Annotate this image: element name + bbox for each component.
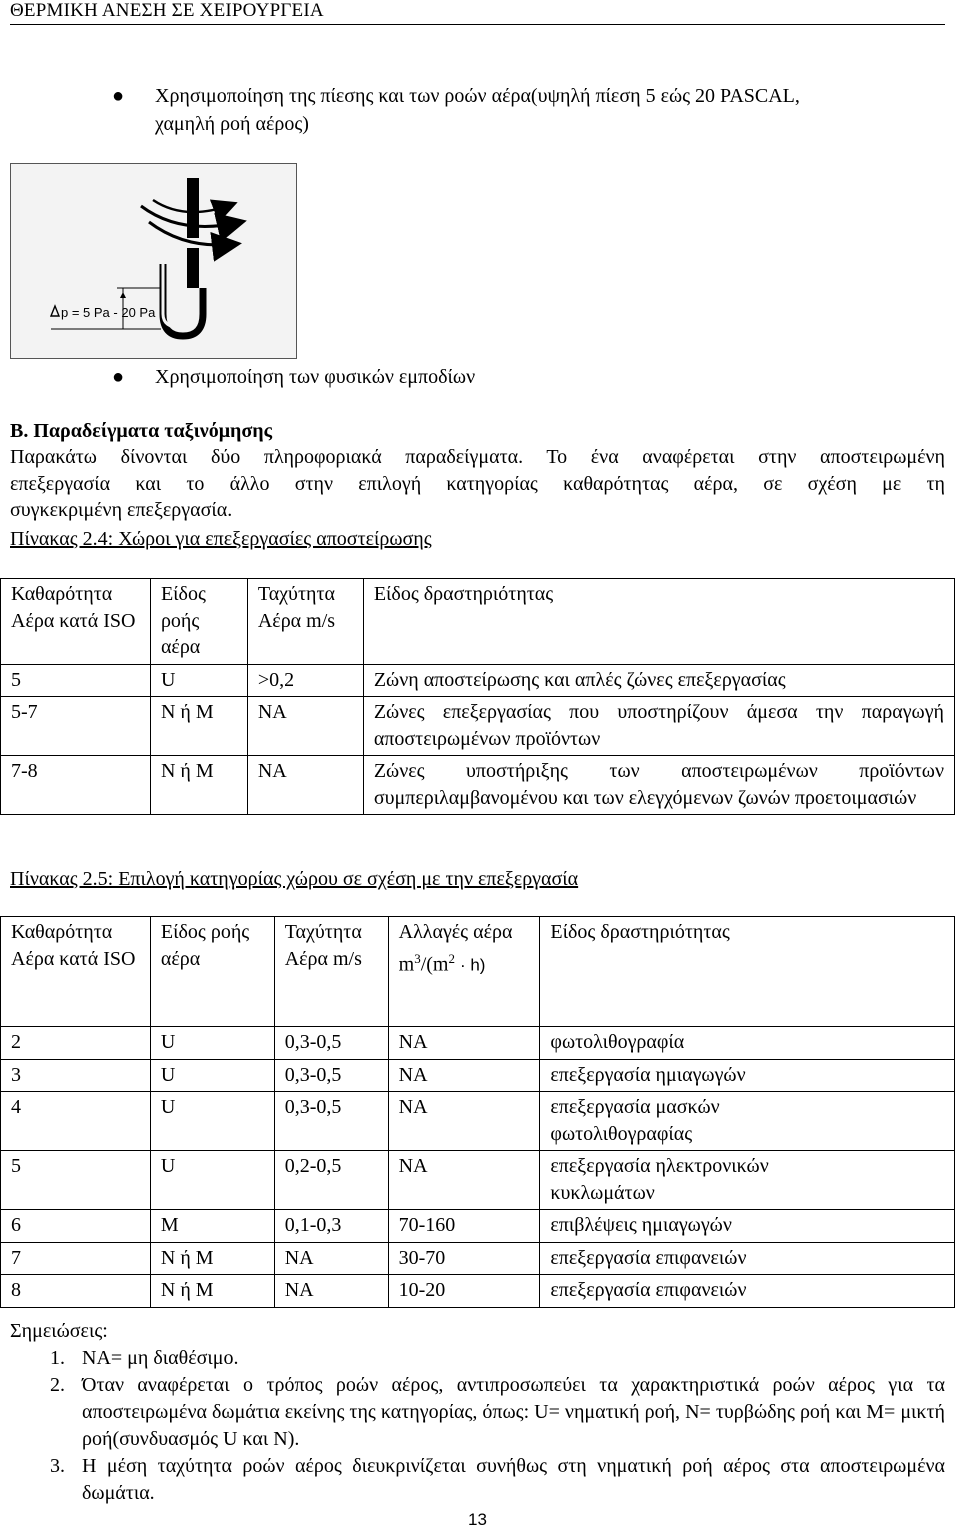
cell: Ν ή Μ (150, 1242, 274, 1275)
cell: Ζώνες υποστήριξης των αποστειρωμένων προϊόντων συμπεριλαμβανομένου και των ελεγχόμενων ζωνών προετοιμασιών (363, 756, 954, 815)
cell: 7 (1, 1242, 151, 1275)
cell: U (150, 1092, 274, 1151)
header-cell: Καθαρότητα Αέρα κατά ISO (1, 579, 151, 665)
cell: 0,3-0,5 (274, 1092, 388, 1151)
pressure-diagram (10, 163, 297, 359)
header-cell: Είδος ροής αέρα (150, 917, 274, 1027)
table-row (1, 756, 955, 815)
cell: Μ (150, 1210, 274, 1243)
cell: επεξεργασία επιφανειών (540, 1242, 955, 1275)
page-number: 13 (468, 1510, 487, 1529)
section-heading: Β. Παραδείγματα ταξινόμησης (10, 420, 273, 442)
table-sterile-zones (0, 578, 955, 815)
cell: 0,2-0,5 (274, 1151, 388, 1210)
cell: 0,3-0,5 (274, 1027, 388, 1060)
cell: επεξεργασία μασκών φωτολιθογραφίας (540, 1092, 955, 1151)
cell: 30-70 (388, 1242, 540, 1275)
cell: Ζώνη αποστείρωσης και απλές ζώνες επεξεργασίας (363, 664, 954, 697)
cell: 70-160 (388, 1210, 540, 1243)
cell: ΝΑ (388, 1151, 540, 1210)
note-text: ΝΑ= μη διαθέσιμο. (82, 1347, 239, 1369)
cell: 6 (1, 1210, 151, 1243)
header-cell: Ταχύτητα Αέρα m/s (247, 579, 363, 665)
cell: 0,3-0,5 (274, 1059, 388, 1092)
cell: 5 (1, 1151, 151, 1210)
cell: Ν ή Μ (150, 756, 247, 815)
paragraph-line: Παρακάτω δίνονται δύο πληροφοριακά παραδείγματα. Το ένα αναφέρεται στην αποστειρωμένη (10, 446, 945, 468)
table1-caption: Πίνακας 2.4: Χώροι για επεξεργασίες αποστείρωσης (10, 528, 432, 550)
cell: U (150, 1059, 274, 1092)
table-row (1, 1092, 955, 1151)
bullet-icon: ● (112, 85, 125, 107)
table-row (1, 1210, 955, 1243)
cell: Ν ή Μ (150, 697, 247, 756)
paragraph-line: συγκεκριμένη επεξεργασία. (10, 499, 233, 521)
header-cell: Είδος ροής αέρα (150, 579, 247, 665)
note-number: 2. (50, 1374, 65, 1396)
page-header (10, 0, 945, 25)
header-text: Αλλαγές αέρα (398, 921, 513, 943)
cell: 0,1-0,3 (274, 1210, 388, 1243)
cell: ΝΑ (388, 1059, 540, 1092)
cell: ΝΑ (388, 1027, 540, 1060)
table-row (1, 1151, 955, 1210)
cell: 4 (1, 1092, 151, 1151)
header-cell: Καθαρότητα Αέρα κατά ISO (1, 917, 151, 1027)
cell: 5-7 (1, 697, 151, 756)
cell: 3 (1, 1059, 151, 1092)
note-text: Η μέση ταχύτητα ροών αέρος διευκρινίζεται συνήθως στη νηματική ροή αέρος στα αποστειρωμένα δωμάτια. (82, 1455, 945, 1504)
bullet-item (155, 82, 945, 138)
table-row (1, 664, 955, 697)
header-cell: Είδος δραστηριότητας (363, 579, 954, 665)
cell: ΝΑ (274, 1275, 388, 1308)
header-title: ΘΕΡΜΙΚΗ ΑΝΕΣΗ ΣΕ ΧΕΙΡΟΥΡΓΕΙΑ (10, 0, 324, 21)
header-cell: Ταχύτητα Αέρα m/s (274, 917, 388, 1027)
pressure-diagram-svg (11, 164, 296, 358)
cell: ΝΑ (388, 1092, 540, 1151)
note-item (10, 1345, 945, 1372)
table-row (1, 1059, 955, 1092)
cell: 2 (1, 1027, 151, 1060)
cell: επεξεργασία ηλεκτρονικών κυκλωμάτων (540, 1151, 955, 1210)
cell: επιβλέψεις ημιαγωγών (540, 1210, 955, 1243)
table-row (1, 1027, 955, 1060)
bullet-text-line: χαμηλή ροή αέρος) (155, 113, 309, 135)
cell: 10-20 (388, 1275, 540, 1308)
paragraph-line: επεξεργασία και το άλλο στην επιλογή κατηγορίας καθαρότητας αέρα, σε σχέση με τη (10, 472, 945, 495)
cell: U (150, 1151, 274, 1210)
cell: Ζώνες επεξεργασίας που υποστηρίζουν άμεσα την παραγωγή αποστειρωμένων προϊόντων (363, 697, 954, 756)
cell: Ν ή Μ (150, 1275, 274, 1308)
cell: επεξεργασία ημιαγωγών (540, 1059, 955, 1092)
cell: ΝΑ (247, 697, 363, 756)
table-header-row (1, 579, 955, 665)
bullet-text-line: Χρησιμοποίηση των φυσικών εμποδίων (155, 366, 476, 388)
cell: U (150, 1027, 274, 1060)
table2-caption: Πίνακας 2.5: Επιλογή κατηγορίας χώρου σε σχέση με την επεξεργασία (10, 868, 579, 890)
note-number: 1. (50, 1347, 65, 1369)
cell: >0,2 (247, 664, 363, 697)
table-row (1, 697, 955, 756)
cell: ΝΑ (274, 1242, 388, 1275)
bullet-text-line: Χρησιμοποίηση της πίεσης και των ροών αέρα(υψηλή πίεση 5 εώς 20 PASCAL, (155, 85, 800, 107)
header-cell-air-changes (388, 917, 540, 1027)
note-text: Όταν αναφέρεται ο τρόπος ροών αέρος, αντιπροσωπεύει τα χαρακτηριστικά ροών αέρος για τα αποστειρωμένα δωμάτια εκείνης της κατηγορίας, όπως: U= νηματική ροή, Ν= τυρβώδης ροή και Μ= μικτή ροή(συνδυασμός U και Ν). (82, 1374, 945, 1450)
note-item (10, 1372, 945, 1453)
table-row (1, 1242, 955, 1275)
header-unit: $m^3/(m^2 \cdot h)$ (398, 950, 486, 976)
cell: 7-8 (1, 756, 151, 815)
cell: 5 (1, 664, 151, 697)
note-number: 3. (50, 1455, 65, 1477)
pressure-label: p = 5 Pa - 20 Pa (61, 305, 156, 320)
bullet-item (155, 363, 945, 391)
table-header-row (1, 917, 955, 1027)
section-paragraph (10, 444, 945, 524)
notes-title: Σημειώσεις: (10, 1320, 108, 1342)
cell: 8 (1, 1275, 151, 1308)
table-space-category (0, 916, 955, 1308)
notes-section (10, 1318, 945, 1507)
cell: ΝΑ (247, 756, 363, 815)
cell: επεξεργασία επιφανειών (540, 1275, 955, 1308)
bullet-icon: ● (112, 366, 125, 388)
cell: U (150, 664, 247, 697)
cell: φωτολιθογραφία (540, 1027, 955, 1060)
header-cell: Είδος δραστηριότητας (540, 917, 955, 1027)
table-row (1, 1275, 955, 1308)
note-item (10, 1453, 945, 1507)
